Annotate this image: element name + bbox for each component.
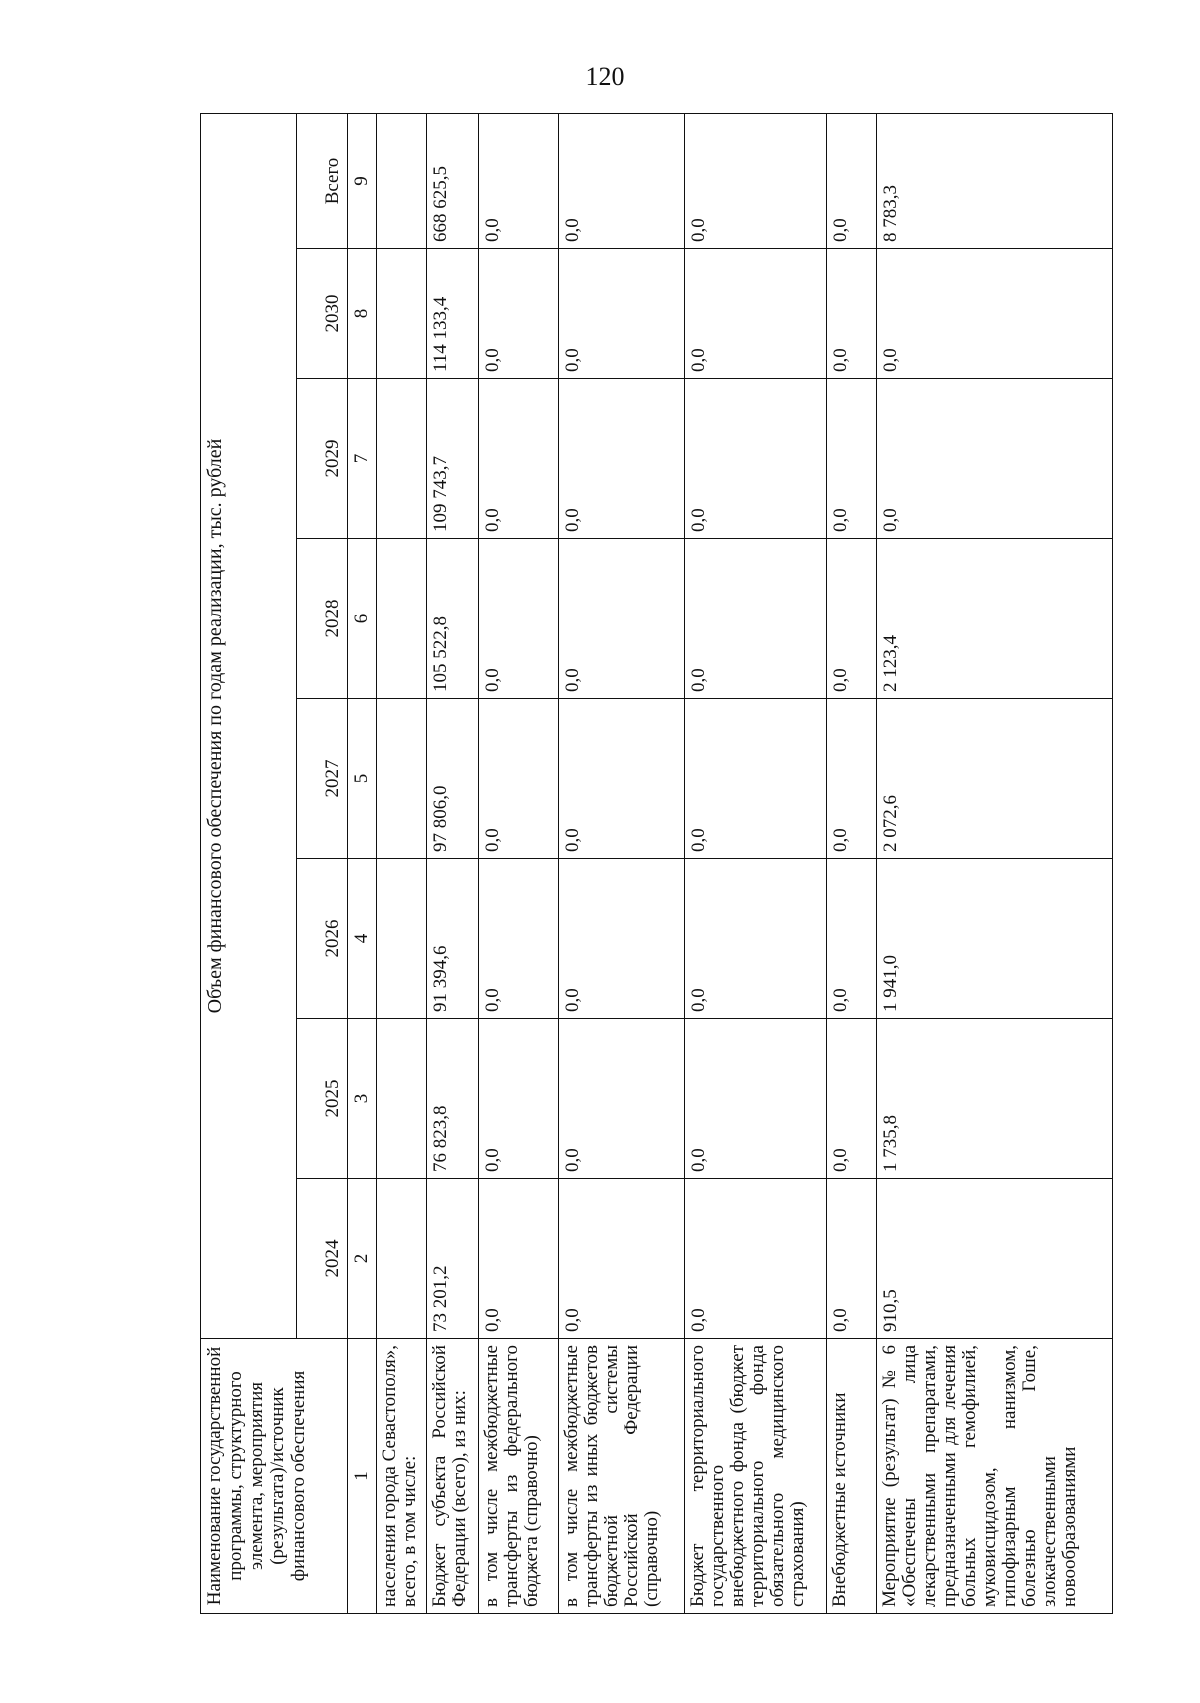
index-cell: 9 xyxy=(347,113,376,248)
value-cell: 0,0 xyxy=(478,113,558,248)
value-cell: 0,0 xyxy=(684,113,826,248)
value-cell: 0,0 xyxy=(684,249,826,379)
value-cell xyxy=(376,249,426,379)
value-cell: 0,0 xyxy=(478,249,558,379)
value-cell: 91 394,6 xyxy=(426,859,478,1019)
year-2026: 2026 xyxy=(319,859,348,1019)
value-cell: 0,0 xyxy=(826,249,876,379)
index-cell: 3 xyxy=(347,1019,376,1179)
row-label: населения города Севастополя», всего, в том числе: xyxy=(376,1339,426,1614)
year-2024: 2024 xyxy=(319,1179,348,1339)
value-cell: 97 806,0 xyxy=(426,699,478,859)
index-cell: 6 xyxy=(347,539,376,699)
index-cell: 8 xyxy=(347,249,376,379)
value-cell: 0,0 xyxy=(826,379,876,539)
value-cell: 0,0 xyxy=(876,379,1112,539)
value-cell: 0,0 xyxy=(684,379,826,539)
value-cell xyxy=(376,1019,426,1179)
value-cell: 0,0 xyxy=(478,859,558,1019)
index-cell: 2 xyxy=(347,1179,376,1339)
table-row xyxy=(876,113,1112,1613)
index-cell: 7 xyxy=(347,379,376,539)
value-cell: 0,0 xyxy=(478,539,558,699)
volume-header: Объем финансового обеспечения по годам реализации, тыс. рублей xyxy=(201,113,297,1338)
value-cell: 0,0 xyxy=(558,539,684,699)
value-cell: 0,0 xyxy=(558,113,684,248)
value-cell: 0,0 xyxy=(826,539,876,699)
value-cell: 0,0 xyxy=(558,699,684,859)
year-2027: 2027 xyxy=(319,699,348,859)
value-cell: 668 625,5 xyxy=(426,113,478,248)
row-label: Бюджет субъекта Российской Федерации (всего), из них: xyxy=(426,1339,478,1614)
value-cell: 73 201,2 xyxy=(426,1179,478,1339)
value-cell: 0,0 xyxy=(558,379,684,539)
name-column-header: Наименование государственной программы, структурного элемента, мероприятия (результата)/источник финансового обеспечения xyxy=(201,1339,348,1614)
index-cell: 5 xyxy=(347,699,376,859)
year-2028: 2028 xyxy=(319,539,348,699)
index-cell: 1 xyxy=(347,1339,376,1614)
row-label: Бюджет территориального государственного внебюджетного фонда (бюджет территориального фонда обязательного медицинского страхования) xyxy=(684,1339,826,1614)
value-cell: 0,0 xyxy=(826,113,876,248)
value-cell: 76 823,8 xyxy=(426,1019,478,1179)
value-cell: 0,0 xyxy=(826,1179,876,1339)
table-row xyxy=(684,113,826,1613)
value-cell: 0,0 xyxy=(558,1179,684,1339)
value-cell xyxy=(376,699,426,859)
value-cell: 0,0 xyxy=(478,1179,558,1339)
year-total: Всего xyxy=(319,113,348,248)
value-cell: 0,0 xyxy=(684,1179,826,1339)
value-cell: 0,0 xyxy=(826,1019,876,1179)
index-row xyxy=(347,113,376,1613)
value-cell: 0,0 xyxy=(684,859,826,1019)
header-row-top xyxy=(201,113,297,1613)
row-label: Внебюджетные источники xyxy=(826,1339,876,1614)
value-cell: 0,0 xyxy=(684,539,826,699)
value-cell: 1 941,0 xyxy=(876,859,1112,1019)
page-number: 120 xyxy=(585,62,625,91)
row-label: в том числе межбюджетные трансферты из иных бюджетов бюджетной системы Российской Федерации (справочно) xyxy=(558,1339,684,1614)
year-2029: 2029 xyxy=(319,379,348,539)
value-cell: 0,0 xyxy=(478,1019,558,1179)
table-row xyxy=(826,113,876,1613)
value-cell xyxy=(376,1179,426,1339)
index-cell: 4 xyxy=(347,859,376,1019)
value-cell: 0,0 xyxy=(558,1019,684,1179)
value-cell: 0,0 xyxy=(478,699,558,859)
table-row xyxy=(478,113,558,1613)
value-cell: 0,0 xyxy=(826,699,876,859)
value-cell: 0,0 xyxy=(558,249,684,379)
financing-table xyxy=(200,113,1113,1614)
value-cell: 105 522,8 xyxy=(426,539,478,699)
row-label: Мероприятие (результат) № 6 «Обеспечены лица лекарственными препаратами, предназначенными для лечения больных гемофилией, муковисцидозом, гипофизарным нанизмом, болезнью Гоше, злокачественными новообразованиями xyxy=(876,1339,1112,1614)
year-2030: 2030 xyxy=(319,249,348,379)
value-cell: 2 072,6 xyxy=(876,699,1112,859)
value-cell: 2 123,4 xyxy=(876,539,1112,699)
value-cell: 0,0 xyxy=(478,379,558,539)
financing-table-rotated xyxy=(200,114,1108,1614)
table-row xyxy=(376,113,426,1613)
value-cell: 0,0 xyxy=(876,249,1112,379)
table-row xyxy=(426,113,478,1613)
value-cell: 109 743,7 xyxy=(426,379,478,539)
year-2025: 2025 xyxy=(319,1019,348,1179)
value-cell: 1 735,8 xyxy=(876,1019,1112,1179)
value-cell: 0,0 xyxy=(558,859,684,1019)
row-label: в том числе межбюджетные трансферты из федерального бюджета (справочно) xyxy=(478,1339,558,1614)
value-cell: 8 783,3 xyxy=(876,113,1112,248)
value-cell: 910,5 xyxy=(876,1179,1112,1339)
table-row xyxy=(558,113,684,1613)
value-cell: 0,0 xyxy=(684,1019,826,1179)
value-cell xyxy=(376,539,426,699)
value-cell xyxy=(376,379,426,539)
value-cell xyxy=(376,859,426,1019)
value-cell: 0,0 xyxy=(826,859,876,1019)
value-cell: 114 133,4 xyxy=(426,249,478,379)
value-cell xyxy=(376,113,426,248)
value-cell: 0,0 xyxy=(684,699,826,859)
